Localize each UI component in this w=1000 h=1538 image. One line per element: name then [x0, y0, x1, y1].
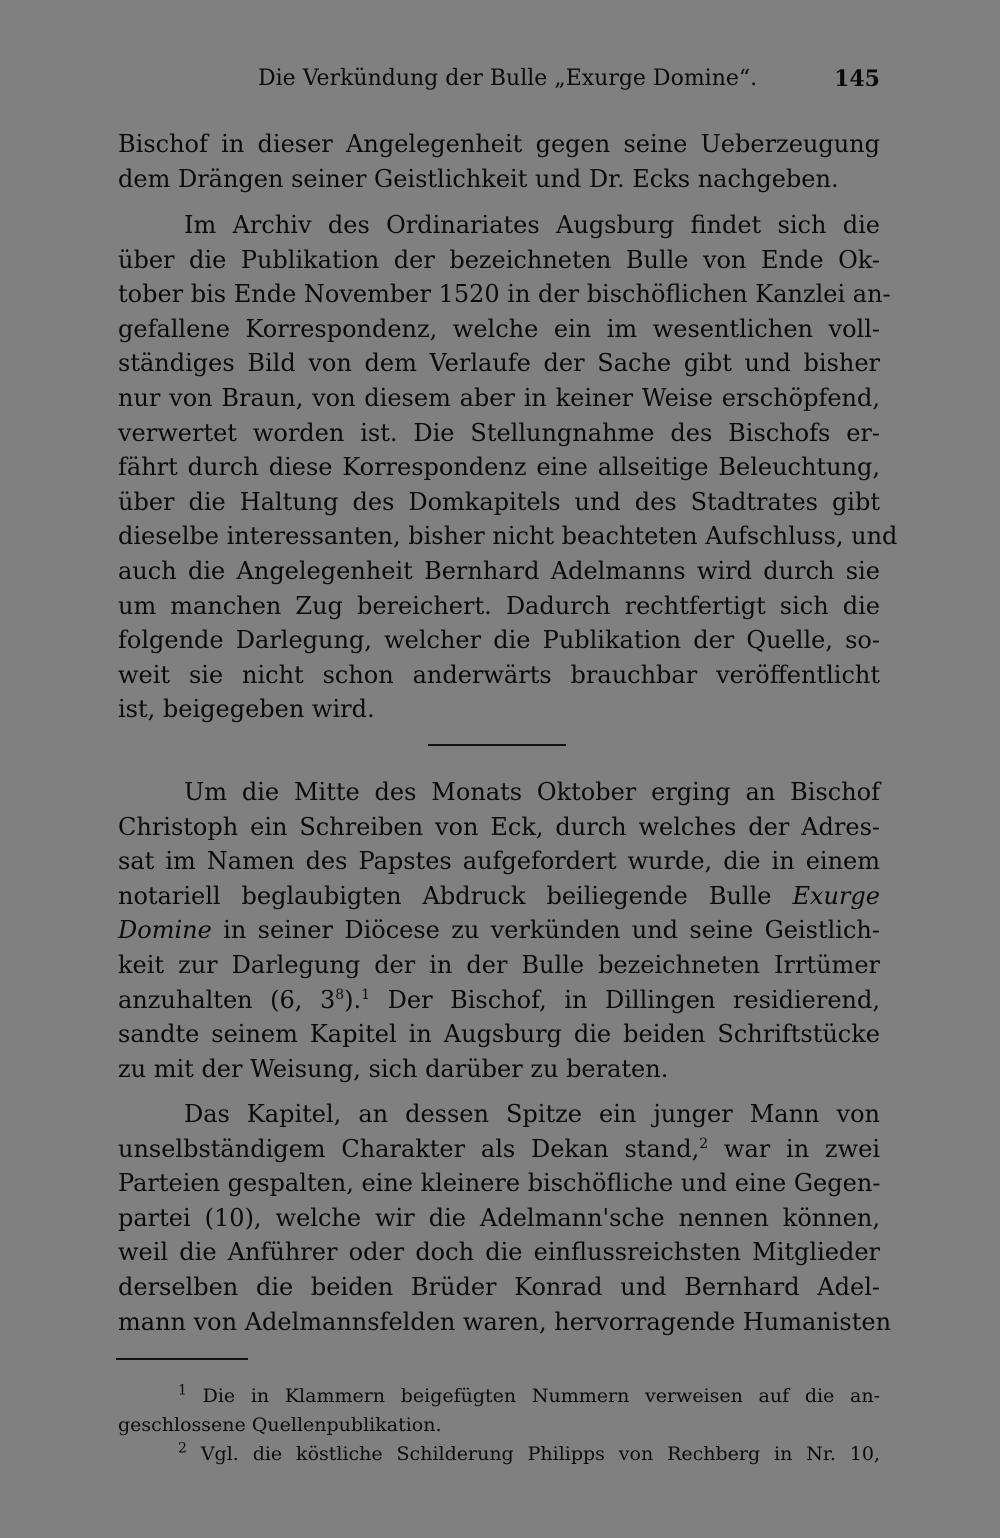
text-line: gefallene Korrespondenz, welche ein im wesentlichen voll- — [118, 314, 880, 343]
text-line: über die Haltung des Domkapitels und des Stadtrates gibt — [118, 487, 880, 516]
text-segment: war in zwei — [723, 1134, 880, 1163]
text-line: zu mit der Weisung, sich darüber zu beraten. — [118, 1054, 669, 1083]
text-line: dem Drängen seiner Geistlichkeit und Dr. Ecks nachgeben. — [118, 164, 839, 193]
footnote-marker: 1 — [361, 986, 371, 1003]
text-line — [118, 879, 880, 914]
text-line: derselben die beiden Brüder Konrad und Bernhard Adel- — [118, 1272, 880, 1301]
text-line: tober bis Ende November 1520 in der bischöflichen Kanzlei an- — [118, 280, 891, 309]
text-line: über die Publikation der bezeichneten Bulle von Ende Ok- — [118, 245, 880, 274]
footnote-line: geschlossene Quellenpublikation. — [118, 1414, 442, 1436]
text-segment: ). — [344, 985, 362, 1014]
text-line: dieselbe interessanten, bisher nicht beachteten Aufschluss, und — [118, 522, 898, 551]
paragraph-continuation — [118, 127, 880, 196]
section-divider — [428, 744, 566, 746]
text-line — [118, 913, 880, 948]
italic-title: Exurge — [792, 881, 880, 910]
text-line: Um die Mitte des Monats Oktober erging an Bischof — [184, 778, 880, 806]
text-segment: notariell beglaubigten Abdruck beiliegende Bulle — [118, 881, 772, 910]
text-line: auch die Angelegenheit Bernhard Adelmanns wird durch sie — [118, 556, 880, 585]
text-line: partei (10), welche wir die Adelmann'sche nennen können, — [118, 1203, 880, 1232]
text-line: um manchen Zug bereichert. Dadurch rechtfertigt sich die — [118, 591, 880, 620]
text-segment: Der Bischof, in Dillingen residierend, — [387, 985, 880, 1014]
text-line — [118, 983, 880, 1018]
text-line: Christoph ein Schreiben von Eck, durch welches der Adres- — [118, 812, 880, 841]
text-line — [118, 1132, 880, 1167]
text-line: ist, beigegeben wird. — [118, 695, 375, 724]
text-line: nur von Braun, von diesem aber in keiner Weise erschöpfend, — [118, 383, 880, 412]
superscript: 8 — [335, 986, 345, 1003]
text-line: keit zur Darlegung der in der Bulle bezeichneten Irrtümer — [118, 950, 880, 979]
footnote-marker: 2 — [178, 1440, 187, 1457]
running-title: Die Verkündung der Bulle „Exurge Domine“. — [258, 66, 758, 91]
text-line: weil die Anführer oder doch die einflussreichsten Mitglieder — [118, 1238, 880, 1267]
paragraph-bishop-letter — [118, 775, 880, 1086]
text-segment: anzuhalten (6, 3 — [118, 985, 336, 1014]
footnote-line — [118, 1440, 880, 1469]
text-line: sandte seinem Kapitel in Augsburg die beiden Schriftstücke — [118, 1020, 880, 1049]
italic-title: Domine — [118, 916, 212, 945]
paragraph-chapter — [118, 1097, 892, 1339]
text-line: sat im Namen des Papstes aufgefordert wurde, die in einem — [118, 847, 880, 876]
footnote-text: Die in Klammern beigefügten Nummern verweisen auf die an- — [202, 1385, 880, 1407]
text-line: fährt durch diese Korrespondenz eine allseitige Beleuchtung, — [118, 453, 880, 482]
page-number: 145 — [834, 66, 880, 92]
running-header — [118, 66, 880, 100]
text-line: folgende Darlegung, welcher die Publikation der Quelle, so- — [118, 626, 880, 655]
text-line: Das Kapitel, an dessen Spitze ein junger Mann von — [184, 1100, 880, 1128]
footnote-marker: 1 — [178, 1382, 187, 1399]
text-line: ständiges Bild von dem Verlaufe der Sache gibt und bisher — [118, 349, 880, 378]
text-line: mann von Adelmannsfelden waren, hervorragende Humanisten — [118, 1307, 892, 1336]
footnote-line — [118, 1382, 880, 1411]
footnote-text: Vgl. die köstliche Schilderung Philipps von Rechberg in Nr. 10, — [200, 1443, 880, 1465]
text-line: Im Archiv des Ordinariates Augsburg findet sich die — [184, 211, 880, 239]
text-line: Parteien gespalten, eine kleinere bischöfliche und eine Gegen- — [118, 1169, 881, 1198]
paragraph-archive — [118, 208, 898, 727]
text-line: Bischof in dieser Angelegenheit gegen seine Ueberzeugung — [118, 130, 880, 158]
footnote-marker: 2 — [699, 1135, 709, 1152]
footnotes — [118, 1382, 880, 1469]
text-line: verwertet worden ist. Die Stellungnahme des Bischofs er- — [118, 418, 880, 447]
text-segment: unselbständigem Charakter als Dekan stand, — [118, 1134, 700, 1163]
footnote-rule — [116, 1358, 248, 1360]
text-line: weit sie nicht schon anderwärts brauchbar veröffentlicht — [118, 660, 880, 689]
text-segment: in seiner Diöcese zu verkünden und seine Geistlich- — [223, 916, 880, 945]
